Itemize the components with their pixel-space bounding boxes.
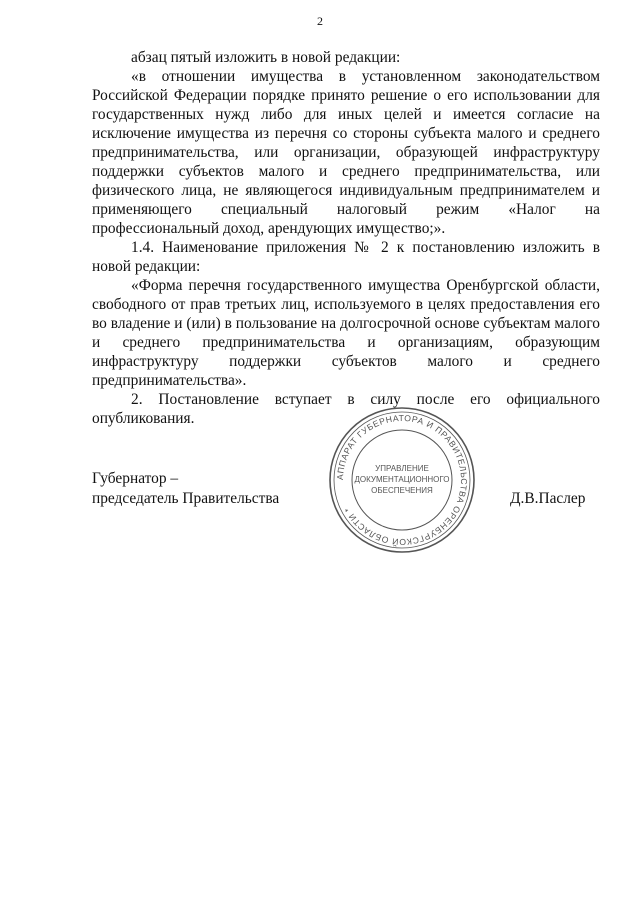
stamp-ring-text: АППАРАТ ГУБЕРНАТОРА И ПРАВИТЕЛЬСТВА ОРЕНБУРГСКОЙ ОБЛАСТИ *: [334, 412, 470, 548]
paragraph-intro: абзац пятый изложить в новой редакции:: [131, 49, 401, 66]
stamp-center-line3: ОБЕСПЕЧЕНИЯ: [371, 486, 433, 495]
paragraph-quote-property: «в отношении имущества в установленном законодательством Российской Федерации порядке принято решение о его использовании для государственных нужд либо для иных целей и имеется согласие на исключение имущества из перечня со стороны субъекта малого и среднего предпринимательства, или организации, образующей инфраструктуру поддержки субъектов малого и среднего предпринимательства, или физического лица, не являющегося индивидуальным предпринимателем и применяющего специальный налоговый режим «Налог на профессиональный доход, арендующих имущество;».: [92, 68, 600, 237]
signer-name: Д.В.Паслер: [510, 490, 586, 507]
signature-position-line2: председатель Правительства: [92, 490, 280, 507]
stamp-center-line1: УПРАВЛЕНИЕ: [375, 464, 429, 473]
paragraph-quote-form: «Форма перечня государственного имущества Оренбургской области, свободного от прав третьих лиц, используемого в целях предоставления его во владение и (или) в пользование на долгосрочной основе субъектам малого и среднего предпринимательства и организациям, образующим инфраструктуру поддержки субъектов малого и среднего предпринимательства».: [92, 277, 600, 389]
official-stamp: [327, 405, 477, 555]
signature-position-line1: Губернатор –: [92, 470, 179, 487]
paragraph-item-2: 2. Постановление вступает в силу после его официального опубликования.: [92, 391, 600, 427]
page-number: 2: [317, 14, 323, 28]
document-body: [92, 48, 600, 428]
paragraph-item-1-4: 1.4. Наименование приложения № 2 к постановлению изложить в новой редакции:: [92, 239, 600, 275]
stamp-center-line2: ДОКУМЕНТАЦИОННОГО: [354, 475, 450, 484]
signature-position: [92, 469, 279, 509]
